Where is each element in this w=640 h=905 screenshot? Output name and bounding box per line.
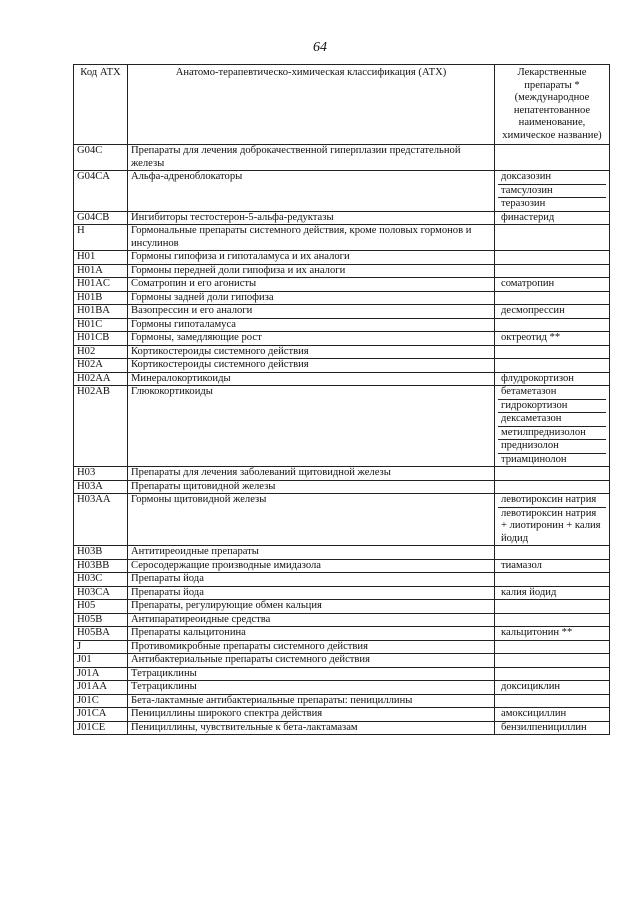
atx-code-cell: H03 (74, 467, 128, 481)
table-row (74, 145, 610, 171)
table-row (74, 667, 610, 681)
drug-item: триамцинолон (498, 453, 606, 467)
table-row (74, 278, 610, 292)
header-classification: Анатомо-терапевтическо-химическая классификация (АТХ) (128, 65, 495, 145)
drug-cell (495, 467, 610, 481)
table-row (74, 681, 610, 695)
atx-code-cell: H01B (74, 291, 128, 305)
drug-item-empty (498, 600, 606, 613)
atx-code-cell: J (74, 640, 128, 654)
drug-cell (495, 681, 610, 695)
table-row (74, 332, 610, 346)
drug-item: финастерид (501, 211, 555, 223)
table-row (74, 305, 610, 319)
table-header-row (74, 65, 610, 145)
atx-classification-cell: Препараты для лечения доброкачественной гиперплазии предстательной железы (128, 145, 495, 171)
table-row (74, 494, 610, 546)
atx-code-cell: J01CE (74, 721, 128, 735)
atx-code-cell: G04CA (74, 171, 128, 212)
drug-item-empty (498, 695, 606, 708)
page-number: 64 (313, 40, 327, 55)
atx-classification-cell: Вазопрессин и его аналоги (128, 305, 495, 319)
atx-classification-cell: Противомикробные препараты системного действия (128, 640, 495, 654)
atx-code-cell: H02A (74, 359, 128, 373)
drug-cell (495, 667, 610, 681)
table-row (74, 480, 610, 494)
table-row (74, 225, 610, 251)
header-drugs: Лекарственные препараты * (международное непатентованное наименование, химическое название) (495, 65, 610, 145)
drug-item: соматропин (501, 278, 555, 289)
drug-cell (495, 613, 610, 627)
drug-cell (495, 480, 610, 494)
atx-code-cell: H03CA (74, 586, 128, 600)
atx-classification-cell: Препараты йода (128, 586, 495, 600)
atx-classification-cell: Гормоны щитовидной железы (128, 494, 495, 546)
drug-item-empty (498, 319, 606, 332)
atx-classification-cell: Гормоны передней доли гипофиза и их аналоги (128, 264, 495, 278)
atx-classification-cell: Препараты для лечения заболеваний щитовидной железы (128, 467, 495, 481)
atx-code-cell: H03A (74, 480, 128, 494)
drug-cell (495, 291, 610, 305)
drug-item-empty (498, 225, 606, 238)
atx-classification-cell: Пенициллины, чувствительные к бета-лактамазам (128, 721, 495, 735)
drug-cell (495, 211, 610, 225)
atx-classification-cell: Глюкокортикоиды (128, 386, 495, 467)
atx-code-cell: J01CA (74, 708, 128, 722)
atx-classification-cell: Кортикостероиды системного действия (128, 359, 495, 373)
drug-cell (495, 640, 610, 654)
atx-classification-cell: Кортикостероиды системного действия (128, 345, 495, 359)
drug-cell (495, 600, 610, 614)
atx-code-cell: H03B (74, 546, 128, 560)
drug-item: амоксициллин (501, 708, 567, 719)
atx-classification-cell: Гормоны, замедляющие рост (128, 332, 495, 346)
drug-item-empty (498, 654, 606, 667)
drug-cell (495, 654, 610, 668)
atx-code-cell: H05 (74, 600, 128, 614)
atx-code-cell: H (74, 225, 128, 251)
drug-item: гидрокортизон (498, 399, 606, 413)
table-row (74, 600, 610, 614)
table-row (74, 264, 610, 278)
drug-cell (495, 305, 610, 319)
atx-classification-cell: Препараты щитовидной железы (128, 480, 495, 494)
drug-cell (495, 278, 610, 292)
drug-cell (495, 145, 610, 171)
drug-item: доксициклин (501, 681, 561, 692)
atx-classification-cell: Гормоны гипоталамуса (128, 318, 495, 332)
atx-code-cell: G04C (74, 145, 128, 171)
atx-code-cell: J01C (74, 694, 128, 708)
drug-item: бензилпенициллин (501, 721, 587, 733)
table-row (74, 211, 610, 225)
atx-classification-cell: Ингибиторы тестостерон-5-альфа-редуктазы (128, 211, 495, 225)
drug-item-empty (498, 346, 606, 359)
atx-classification-cell: Серосодержащие производные имидазола (128, 559, 495, 573)
drug-cell (495, 318, 610, 332)
atx-classification-cell: Тетрациклины (128, 681, 495, 695)
table-row (74, 559, 610, 573)
atx-classification-cell: Минералокортикоиды (128, 372, 495, 386)
table-row (74, 171, 610, 212)
atx-classification-cell: Антитиреоидные препараты (128, 546, 495, 560)
atx-code-cell: J01 (74, 654, 128, 668)
drug-item: флудрокортизон (501, 372, 574, 384)
atx-code-cell: H03BB (74, 559, 128, 573)
atx-classification-cell: Гормоны задней доли гипофиза (128, 291, 495, 305)
table-row (74, 721, 610, 735)
drug-cell (495, 386, 610, 467)
atx-code-cell: H01 (74, 251, 128, 265)
table-row (74, 318, 610, 332)
atx-code-cell: H02AB (74, 386, 128, 467)
drug-item: калия йодид (501, 586, 557, 598)
drug-item: левотироксин натрия + лиотиронин + калия йодид (498, 507, 606, 546)
drug-item-empty (498, 292, 606, 305)
table-row (74, 613, 610, 627)
atx-classification-cell: Антипаратиреоидные средства (128, 613, 495, 627)
drug-cell (495, 586, 610, 600)
atx-code-cell: J01A (74, 667, 128, 681)
drug-item-empty (498, 546, 606, 559)
atx-code-cell: G04CB (74, 211, 128, 225)
table-row (74, 386, 610, 467)
atx-classification-cell: Пенициллины широкого спектра действия (128, 708, 495, 722)
drug-cell (495, 627, 610, 641)
drug-item-empty (498, 265, 606, 278)
atx-code-cell: H03AA (74, 494, 128, 546)
table-row (74, 573, 610, 587)
drug-cell (495, 345, 610, 359)
table-row (74, 359, 610, 373)
atx-classification-cell: Антибактериальные препараты системного действия (128, 654, 495, 668)
atx-code-cell: H01BA (74, 305, 128, 319)
drug-item-empty (498, 481, 606, 494)
table-row (74, 251, 610, 265)
table-row (74, 345, 610, 359)
drug-item: доксазозин (501, 171, 552, 182)
drug-item: метилпреднизолон (498, 426, 606, 440)
atx-classification-cell: Препараты, регулирующие обмен кальция (128, 600, 495, 614)
atx-code-cell: H03C (74, 573, 128, 587)
drug-item-empty (498, 641, 606, 654)
table-row (74, 467, 610, 481)
drug-cell (495, 494, 610, 546)
drug-item-empty (498, 614, 606, 627)
drug-cell (495, 251, 610, 265)
table-row (74, 694, 610, 708)
table-body (74, 145, 610, 735)
table-row (74, 291, 610, 305)
drug-item-empty (498, 145, 606, 158)
atx-table (73, 64, 610, 735)
table-row (74, 586, 610, 600)
drug-cell (495, 171, 610, 212)
drug-cell (495, 694, 610, 708)
atx-classification-cell: Гормоны гипофиза и гипоталамуса и их аналоги (128, 251, 495, 265)
atx-code-cell: H01C (74, 318, 128, 332)
atx-classification-cell: Препараты йода (128, 573, 495, 587)
drug-cell (495, 372, 610, 386)
atx-classification-cell: Препараты кальцитонина (128, 627, 495, 641)
drug-cell (495, 708, 610, 722)
drug-item: тамсулозин (498, 184, 606, 198)
drug-item-empty (498, 573, 606, 586)
drug-cell (495, 573, 610, 587)
header-code: Код АТХ (74, 65, 128, 145)
drug-item: бетаметазон (501, 386, 557, 397)
drug-item: теразозин (498, 197, 606, 211)
drug-item: тиамазол (501, 559, 542, 571)
table-row (74, 708, 610, 722)
table-row (74, 546, 610, 560)
atx-code-cell: J01AA (74, 681, 128, 695)
drug-cell (495, 359, 610, 373)
drug-item-empty (498, 668, 606, 681)
drug-item: преднизолон (498, 439, 606, 453)
atx-classification-cell: Соматропин и его агонисты (128, 278, 495, 292)
table-row (74, 640, 610, 654)
atx-code-cell: H05B (74, 613, 128, 627)
atx-classification-cell: Тетрациклины (128, 667, 495, 681)
table-row (74, 654, 610, 668)
drug-cell (495, 546, 610, 560)
drug-cell (495, 721, 610, 735)
drug-item: дексаметазон (498, 412, 606, 426)
atx-code-cell: H01AC (74, 278, 128, 292)
drug-cell (495, 559, 610, 573)
drug-item-empty (498, 467, 606, 480)
drug-item: десмопрессин (501, 305, 565, 316)
atx-code-cell: H01A (74, 264, 128, 278)
table-row (74, 627, 610, 641)
drug-cell (495, 225, 610, 251)
atx-classification-cell: Бета-лактамные антибактериальные препараты: пенициллины (128, 694, 495, 708)
table-row (74, 372, 610, 386)
drug-item: кальцитонин ** (501, 627, 573, 638)
atx-classification-cell: Альфа-адреноблокаторы (128, 171, 495, 212)
drug-cell (495, 332, 610, 346)
drug-cell (495, 264, 610, 278)
drug-item-empty (498, 359, 606, 372)
drug-item-empty (498, 251, 606, 264)
drug-item: октреотид ** (501, 332, 561, 343)
atx-code-cell: H02AA (74, 372, 128, 386)
atx-classification-cell: Гормональные препараты системного действия, кроме половых гормонов и инсулинов (128, 225, 495, 251)
atx-code-cell: H05BA (74, 627, 128, 641)
drug-item: левотироксин натрия (501, 494, 597, 505)
atx-code-cell: H01CB (74, 332, 128, 346)
atx-code-cell: H02 (74, 345, 128, 359)
